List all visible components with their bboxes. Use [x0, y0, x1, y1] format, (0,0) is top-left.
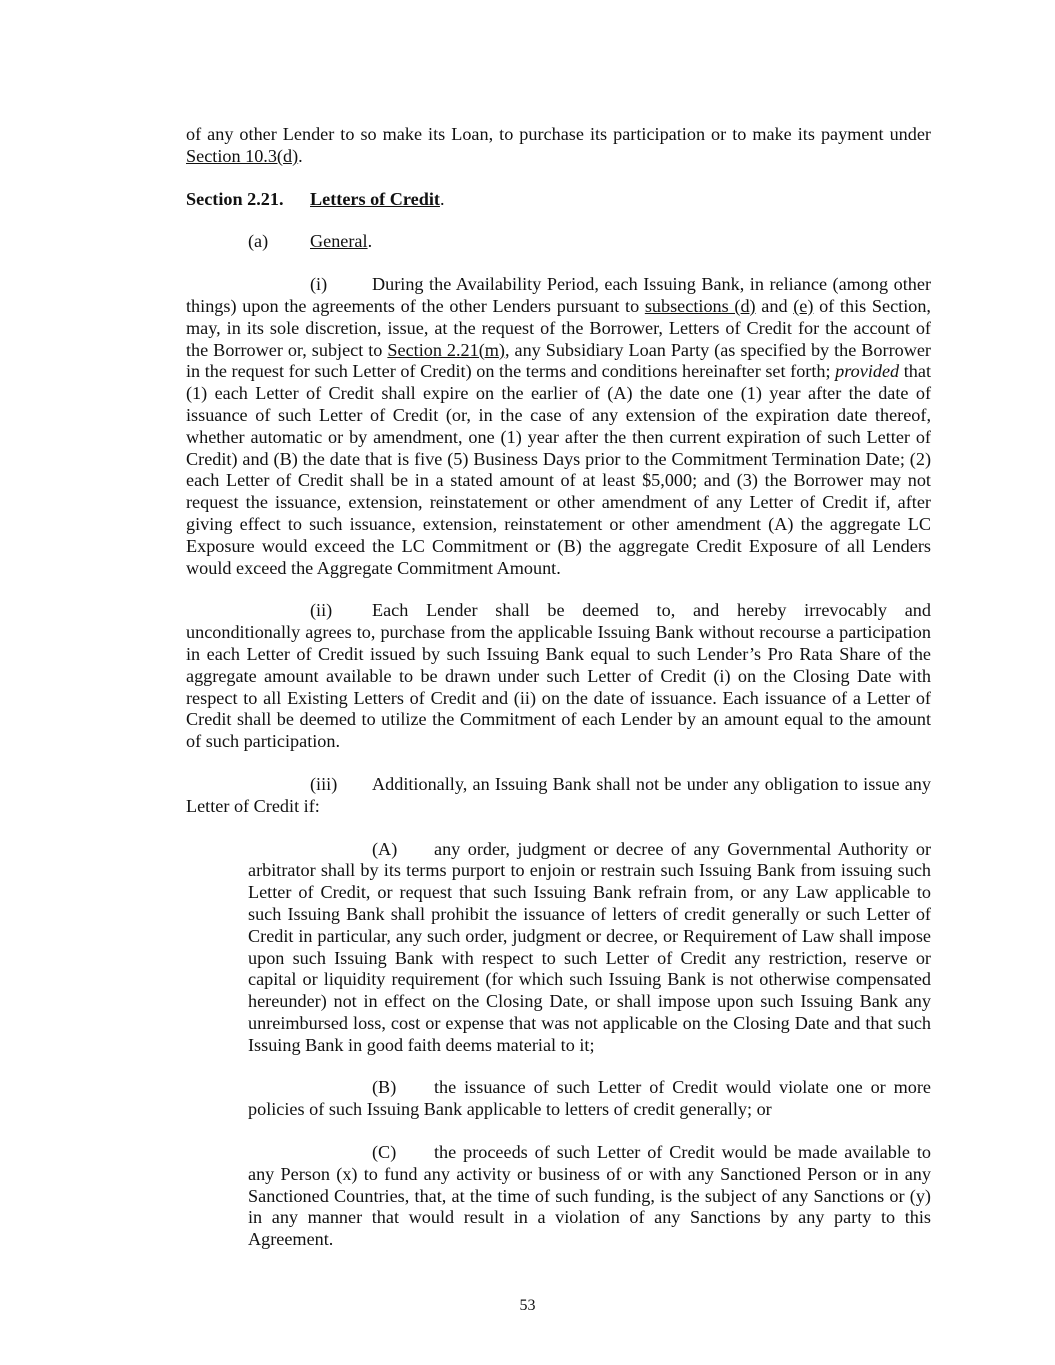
- clause-label: (C): [372, 1142, 397, 1163]
- subsection-label: (a): [248, 231, 269, 252]
- section-heading: Section 2.21. Letters of Credit.: [186, 188, 445, 209]
- page-number: 53: [519, 1297, 536, 1314]
- section-title: Letters of Credit: [310, 188, 440, 209]
- cross-reference-link[interactable]: Section 2.21(m): [387, 339, 505, 360]
- clause-A: (A) any order, judgment or decree of any Governmental Authority or arbitrator shall by its terms purport to enjoin or restrain such Issuing Bank from issuing such Letter of Credit, or request that such Issuing Bank refrain from, or any Law applicable to such Issuing Bank shall prohibit the issuance of letters of credit generally or such Letter of Credit in particular, any such order, judgment or decree, or Requirement of Law shall impose upon such Issuing Bank with respect to such Letter of Credit any restriction, reserve or capital or liquidity requirement (for which such Issuing Bank is not otherwise compensated hereunder) not in effect on the Closing Date, or shall impose upon such Issuing Bank any unreimbursed loss, cost or expense that was not applicable on the Closing Date and that such Issuing Bank in good faith deems material to it;: [248, 838, 931, 1055]
- section-number: Section 2.21.: [186, 188, 284, 209]
- document-page: [186, 124, 931, 1251]
- cross-reference-link[interactable]: subsections (d): [644, 295, 756, 316]
- clause-B: (B) the issuance of such Letter of Credit would violate one or more policies of such Issuing Bank applicable to letters of credit generally; or: [248, 1077, 931, 1120]
- clause-label: (A): [372, 838, 398, 859]
- paragraph-i: (i) During the Availability Period, each Issuing Bank, in reliance (among other things) upon the agreements of the other Lenders pursuant to subsections (d) and (e) of this Section, may, in its sole discretion, issue, at the request of the Borrower, Letters of Credit for the account of the Borrower or, subject to Section 2.21(m), any Subsidiary Loan Party (as specified by the Borrower in the request for such Letter of Credit) on the terms and conditions hereinafter set forth; provided that (1) each Letter of Credit shall expire on the earlier of (A) the date one (1) year after the date of issuance of such Letter of Credit (or, in the case of any extension of the expiration date thereof, whether automatic or by amendment, one (1) year after the then current expiration of such Letter of Credit) and (B) the date that is five (5) Business Days prior to the Commitment Termination Date; (2) each Letter of Credit shall be in a stated amount of at least $5,000; and (3) the Borrower may not request the issuance, extension, reinstatement or other amendment of any Letter of Credit if, after giving effect to such issuance, extension, reinstatement or other amendment (A) the aggregate LC Exposure would exceed the LC Commitment or (B) the aggregate Credit Exposure of all Lenders would exceed the Aggregate Commitment Amount.: [186, 274, 932, 578]
- cross-reference-link[interactable]: Section 10.3(d): [186, 145, 299, 166]
- paragraph-iii: (iii) Additionally, an Issuing Bank shall not be under any obligation to issue any Letter of Credit if:: [186, 773, 931, 816]
- paragraph-label: (iii): [310, 773, 338, 794]
- paragraph-label: (i): [310, 274, 328, 295]
- clause-C: (C) the proceeds of such Letter of Credit would be made available to any Person (x) to fund any activity or business of or with any Sanctioned Person or in any Sanctioned Countries, that, at the time of such funding, is the subject of any Sanctions or (y) in any manner that would result in a violation of any Sanctions by any party to this Agreement.: [248, 1142, 931, 1250]
- paragraph-ii: (ii) Each Lender shall be deemed to, and hereby irrevocably and unconditionally agrees to, purchase from the applicable Issuing Bank without recourse a participation in each Letter of Credit issued by such Issuing Bank equal to such Lender’s Pro Rata Share of the aggregate amount available to be drawn under such Letter of Credit (i) on the Closing Date with respect to all Existing Letters of Credit and (ii) on the date of issuance. Each issuance of a Letter of Credit shall be deemed to utilize the Commitment of each Lender by an amount equal to the amount of such participation.: [186, 600, 931, 752]
- carryover-paragraph: of any other Lender to so make its Loan, to purchase its participation or to make its payment under Section 10.3(d).: [186, 124, 931, 166]
- paragraph-label: (ii): [310, 600, 333, 621]
- italic-term: provided: [835, 361, 900, 382]
- clause-label: (B): [372, 1077, 397, 1098]
- subsection-heading: (a) General.: [248, 231, 373, 252]
- subsection-title: General: [310, 231, 368, 252]
- cross-reference-link[interactable]: (e): [793, 295, 814, 316]
